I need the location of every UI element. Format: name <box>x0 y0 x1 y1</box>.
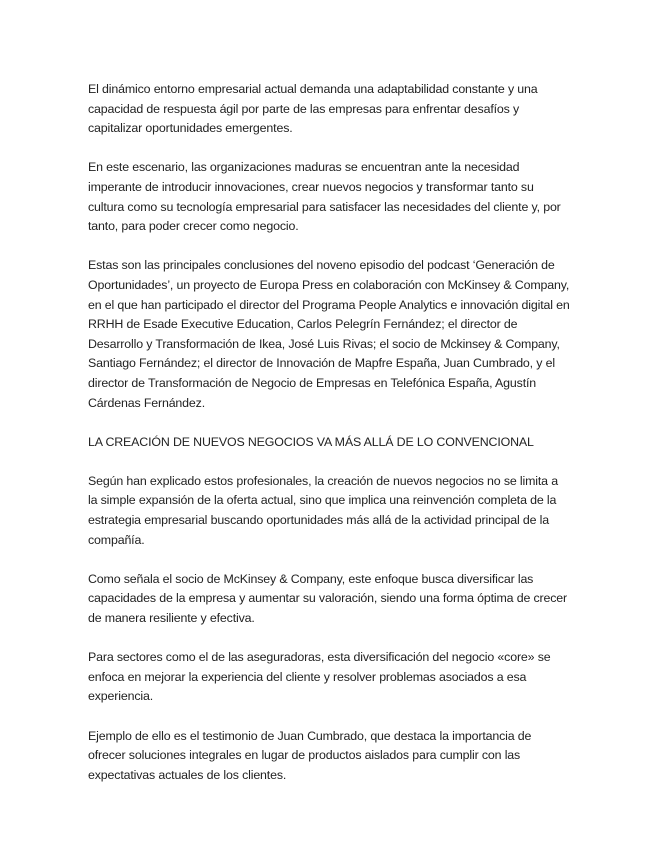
document-body <box>88 80 570 805</box>
section-heading: LA CREACIÓN DE NUEVOS NEGOCIOS VA MÁS ALLÁ DE LO CONVENCIONAL <box>88 434 534 449</box>
paragraph-insurers: Para sectores como el de las aseguradoras, esta diversificación del negocio «core» se enfoca en mejorar la experiencia del cliente y resolver problemas asociados a esa experiencia. <box>88 650 551 704</box>
paragraph-cumbrado: Ejemplo de ello es el testimonio de Juan Cumbrado, que destaca la importancia de ofrecer soluciones integrales en lugar de productos aislados para cumplir con las expectativas actuales de los clientes. <box>88 728 532 782</box>
paragraph-scenario: En este escenario, las organizaciones maduras se encuentran ante la necesidad imperante de introducir innovaciones, crear nuevos negocios y transformar tanto su cultura como su tecnología empresarial para satisfacer las necesidades del cliente y, por tanto, para poder crecer como negocio. <box>88 160 561 234</box>
paragraph-conclusions: Estas son las principales conclusiones del noveno episodio del podcast ‘Generación de Oportunidades’, un proyecto de Europa Press en colaboración con McKinsey & Company, en el que han participado el director del Programa People Analytics e innovación digital en RRHH de Esade Executive Education, Carlos Pelegrín Fernández; el director de Desarrollo y Transformación de Ikea, José Luis Rivas; el socio de Mckinsey & Company, Santiago Fernández; el director de Innovación de Mapfre España, Juan Cumbrado, y el director de Transformación de Negocio de Empresas en Telefónica España, Agustín Cárdenas Fernández. <box>88 258 570 410</box>
paragraph-mckinsey: Como señala el socio de McKinsey & Company, este enfoque busca diversificar las capacidades de la empresa y aumentar su valoración, siendo una forma óptima de crecer de manera resiliente y efectiva. <box>88 571 568 626</box>
paragraph-intro: El dinámico entorno empresarial actual demanda una adaptabilidad constante y una capacidad de respuesta ágil por parte de las empresas para enfrentar desafíos y capitalizar oportunidades emergentes. <box>88 82 538 136</box>
paragraph-new-business: Según han explicado estos profesionales, la creación de nuevos negocios no se limita a la simple expansión de la oferta actual, sino que implica una reinvención completa de la estrategia empresarial buscando oportunidades más allá de la actividad principal de la compañía. <box>88 473 558 547</box>
